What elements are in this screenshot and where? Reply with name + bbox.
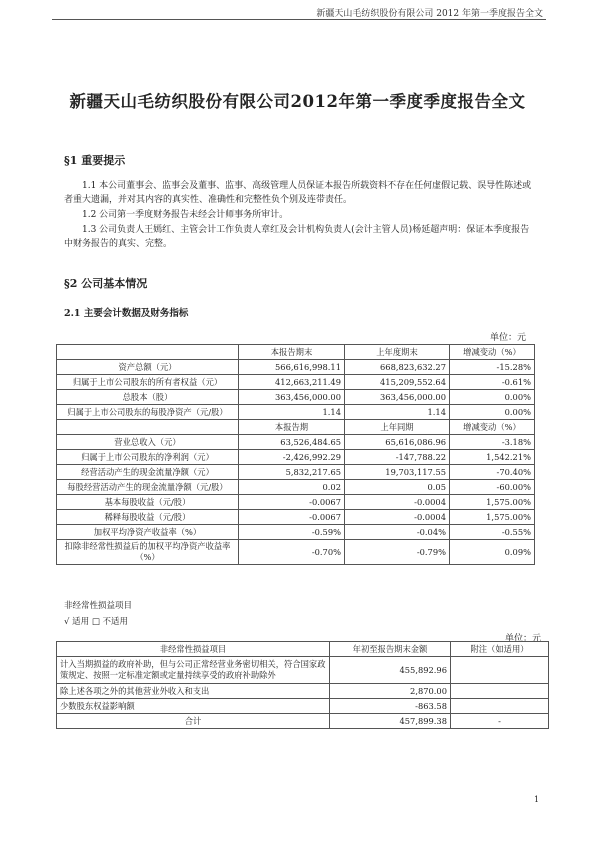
table-row-cell: 457,899.38 — [330, 714, 451, 729]
table-row-cell: -0.0067 — [239, 510, 345, 525]
table-row-cell: 412,663,211.49 — [239, 375, 345, 390]
table-row-cell: 归属于上市公司股东的所有者权益（元） — [57, 375, 239, 390]
table-row-cell: 5,832,217.65 — [239, 465, 345, 480]
table-row-cell: -0.0067 — [239, 495, 345, 510]
table-row — [57, 450, 535, 465]
table-row-cell: 总股本（股） — [57, 390, 239, 405]
section1-heading: §1 重要提示 — [64, 154, 126, 167]
table-row-cell: 415,209,552.64 — [345, 375, 450, 390]
subsection-2-1: 2.1 主要会计数据及财务指标 — [64, 308, 189, 319]
table-header-row-cell: 上年度期末 — [345, 345, 450, 360]
table-row-cell — [451, 684, 549, 699]
table-row-cell: 经营活动产生的现金流量净额（元） — [57, 465, 239, 480]
table-row-cell: -147,788.22 — [345, 450, 450, 465]
section1-p3: 1.3 公司负责人王嫣红、主管会计工作负责人章红及会计机构负责人(会计主管人员)杨延超声明：保证本季度报告中财务报告的真实、完整。 — [64, 225, 530, 249]
table-row-cell: -3.18% — [450, 435, 535, 450]
table-row-cell: 0.00% — [450, 405, 535, 420]
table-row-cell: 除上述各项之外的其他营业外收入和支出 — [57, 684, 330, 699]
table-row — [57, 360, 535, 375]
unit-label-1: 单位：元 — [490, 333, 527, 343]
table-row-cell: 合计 — [57, 714, 330, 729]
page-number: 1 — [534, 795, 540, 804]
table-row-cell: 1.14 — [239, 405, 345, 420]
table-header-row-cell — [57, 345, 239, 360]
applicable-checkbox-line: √ 适用 □ 不适用 — [64, 617, 129, 627]
table-row-cell: -60.00% — [450, 480, 535, 495]
running-header: 新疆天山毛纺织股份有限公司 2012 年第一季度报告全文 — [316, 9, 543, 19]
table-row — [57, 480, 535, 495]
table-row-cell: -0.0004 — [345, 510, 450, 525]
table-row-cell: 63,526,484.65 — [239, 435, 345, 450]
table-row-cell: -2,426,992.29 — [239, 450, 345, 465]
nonrecurring-label: 非经常性损益项目 — [64, 601, 133, 611]
table-header-row — [57, 345, 535, 360]
table-row-cell: 1,542.21% — [450, 450, 535, 465]
table-row — [57, 465, 535, 480]
nonrecurring-table — [56, 641, 549, 729]
table-row-cell: -0.61% — [450, 375, 535, 390]
table-row-cell: -0.04% — [345, 525, 450, 540]
table-row — [57, 540, 535, 565]
table-row-cell: 扣除非经常性损益后的加权平均净资产收益率（%） — [57, 540, 239, 565]
table-header-row-cell — [57, 420, 239, 435]
table-row — [57, 657, 549, 684]
table-row-cell: 加权平均净资产收益率（%） — [57, 525, 239, 540]
table-row — [57, 375, 535, 390]
table-row-cell: 1,575.00% — [450, 510, 535, 525]
table-row-cell: -0.59% — [239, 525, 345, 540]
table-header-row-cell: 年初至报告期末金额 — [330, 642, 451, 657]
table-row-cell: 455,892.96 — [330, 657, 451, 684]
table-row-cell: 基本每股收益（元/股） — [57, 495, 239, 510]
table-row — [57, 510, 535, 525]
table-row — [57, 435, 535, 450]
table-row-cell: -0.55% — [450, 525, 535, 540]
table-row-cell: 363,456,000.00 — [239, 390, 345, 405]
table-row-cell: 65,616,086.96 — [345, 435, 450, 450]
table-header-row-cell: 增减变动（%） — [450, 345, 535, 360]
table-row-cell: 0.02 — [239, 480, 345, 495]
table-row-cell: 668,823,632.27 — [345, 360, 450, 375]
table-row — [57, 390, 535, 405]
table-row-cell: -15.28% — [450, 360, 535, 375]
table-row-cell: -863.58 — [330, 699, 451, 714]
table-row-cell: -0.79% — [345, 540, 450, 565]
table-row-cell: 2,870.00 — [330, 684, 451, 699]
table-header-row — [57, 642, 549, 657]
table-row-cell: 566,616,998.11 — [239, 360, 345, 375]
table-row — [57, 699, 549, 714]
table-row — [57, 525, 535, 540]
financial-indicators-table — [56, 344, 535, 565]
table-row-cell: 稀释每股收益（元/股） — [57, 510, 239, 525]
table-row-cell: 每股经营活动产生的现金流量净额（元/股） — [57, 480, 239, 495]
table-row-cell: 0.05 — [345, 480, 450, 495]
table-header-row-cell: 附注（如适用） — [451, 642, 549, 657]
table-row-cell: 少数股东权益影响额 — [57, 699, 330, 714]
table-row-cell: -70.40% — [450, 465, 535, 480]
table-header-row-cell: 本报告期 — [239, 420, 345, 435]
header-rule — [52, 19, 546, 20]
table-row-cell: 归属于上市公司股东的每股净资产（元/股） — [57, 405, 239, 420]
table-row-cell: 1,575.00% — [450, 495, 535, 510]
table-row-cell: 0.09% — [450, 540, 535, 565]
table-header-row — [57, 420, 535, 435]
table-row — [57, 714, 549, 729]
table-row-cell — [451, 699, 549, 714]
table-header-row-cell: 上年同期 — [345, 420, 450, 435]
section1-p2: 1.2 公司第一季度财务报告未经会计师事务所审计。 — [82, 210, 289, 220]
table-row — [57, 495, 535, 510]
section1-p1: 1.1 本公司董事会、监事会及董事、监事、高级管理人员保证本报告所载资料不存在任何虚假记载、误导性陈述或者重大遗漏，并对其内容的真实性、准确性和完整性负个别及连带责任。 — [64, 181, 532, 205]
table-header-row-cell: 本报告期末 — [239, 345, 345, 360]
table-row-cell — [451, 657, 549, 684]
table-row-cell: 363,456,000.00 — [345, 390, 450, 405]
table-row-cell: - — [451, 714, 549, 729]
table-row-cell: 0.00% — [450, 390, 535, 405]
table-row-cell: 营业总收入（元） — [57, 435, 239, 450]
table-row-cell: 19,703,117.55 — [345, 465, 450, 480]
page-title: 新疆天山毛纺织股份有限公司2012年第一季度季度报告全文 — [69, 92, 526, 111]
unit-label-2: 单位：元 — [505, 634, 542, 644]
table-row-cell: 计入当期损益的政府补助，但与公司正常经营业务密切相关，符合国家政策规定、按照一定标准定额或定量持续享受的政府补助除外 — [57, 657, 330, 684]
table-row-cell: -0.0004 — [345, 495, 450, 510]
table-row-cell: -0.70% — [239, 540, 345, 565]
table-row-cell: 资产总额（元） — [57, 360, 239, 375]
section2-heading: §2 公司基本情况 — [64, 277, 148, 290]
table-header-row-cell: 增减变动（%） — [450, 420, 535, 435]
table-row — [57, 684, 549, 699]
table-row-cell: 归属于上市公司股东的净利润（元） — [57, 450, 239, 465]
table-row — [57, 405, 535, 420]
table-header-row-cell: 非经常性损益项目 — [57, 642, 330, 657]
table-row-cell: 1.14 — [345, 405, 450, 420]
